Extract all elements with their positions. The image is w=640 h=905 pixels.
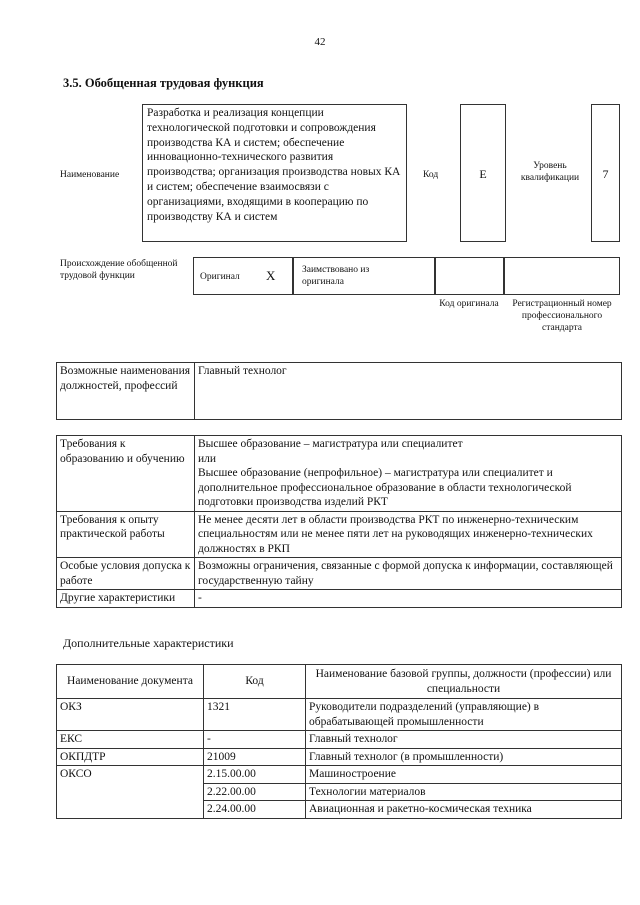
- requirement-row: [57, 590, 622, 608]
- qualification-level-value: 7: [602, 167, 609, 181]
- table-row: [57, 748, 622, 766]
- requirement-label: Другие характеристики: [57, 590, 195, 608]
- requirement-row: [57, 558, 622, 590]
- code-box: [460, 104, 506, 242]
- requirement-row: [57, 436, 622, 512]
- additional-header-row: [57, 665, 622, 699]
- code-cell: 21009: [204, 748, 306, 766]
- table-row: [57, 699, 622, 731]
- name-cell: Главный технолог (в промышленности): [306, 748, 622, 766]
- doc-cell: ЕКС: [57, 731, 204, 749]
- qualification-level-label: Уровень квалификации: [520, 161, 580, 183]
- origin-label: Происхождение обобщенной трудовой функции: [60, 259, 178, 281]
- name-cell: Руководители подразделений (управляющие) в обрабатывающей промышленности: [306, 699, 622, 731]
- code-value: E: [479, 167, 487, 181]
- function-name-box: Разработка и реализация концепции технологической подготовки и сопровождения производства КА и систем; обеспечение инновационно-технического развития производства; организация производства новых КА и систем; обеспечение взаимосвязи с организациями, входящими в кооперацию по производству КА и систем: [142, 104, 407, 242]
- requirement-value: Не менее десяти лет в области производства РКТ по инженерно-техническим специальностям или не менее пяти лет на руководящих инженерно-технических должностях в РКП: [195, 511, 622, 558]
- requirement-line: Высшее образование – магистратура или специалитет: [198, 438, 463, 450]
- reg-number-caption: Регистрационный номер профессионального стандарта: [512, 299, 612, 333]
- borrowed-label: Заимствовано из оригинала: [302, 265, 370, 287]
- section-title: 3.5. Обобщенная трудовая функция: [63, 76, 264, 90]
- code-cell: 1321: [204, 699, 306, 731]
- requirement-line: Высшее образование (непрофильное) – магистратура или специалитет и дополнительное профессиональное образование в области технологической подготовки производства изделий РКТ: [198, 467, 572, 508]
- positions-value: Главный технолог: [195, 363, 622, 420]
- requirement-value: Возможны ограничения, связанные с формой допуска к информации, составляющей государственную тайну: [195, 558, 622, 590]
- qualification-level-box: [591, 104, 620, 242]
- additional-title: Дополнительные характеристики: [63, 636, 234, 650]
- additional-table: [56, 664, 622, 819]
- code-cell: 2.22.00.00: [204, 783, 306, 801]
- code-cell: -: [204, 731, 306, 749]
- original-code-cell: [435, 257, 504, 295]
- doc-cell: ОКПДТР: [57, 748, 204, 766]
- header-document: Наименование документа: [57, 665, 204, 699]
- code-label: Код: [423, 170, 439, 180]
- positions-label: Возможные наименования должностей, профессий: [57, 363, 195, 420]
- requirement-line: или: [198, 452, 217, 465]
- doc-cell: ОКСО: [57, 766, 204, 819]
- code-cell: 2.24.00.00: [204, 801, 306, 819]
- requirement-value: [195, 436, 622, 512]
- page-number: 42: [314, 36, 326, 48]
- doc-cell: ОКЗ: [57, 699, 204, 731]
- reg-number-cell: [504, 257, 620, 295]
- header-name: Наименование базовой группы, должности (профессии) или специальности: [306, 665, 622, 699]
- name-cell: Главный технолог: [306, 731, 622, 749]
- positions-table: [56, 362, 622, 420]
- requirements-table: [56, 435, 622, 608]
- requirement-label: Требования к опыту практической работы: [57, 511, 195, 558]
- requirement-value: -: [195, 590, 622, 608]
- requirement-row: [57, 511, 622, 558]
- requirement-label: Требования к образованию и обучению: [57, 436, 195, 512]
- original-label: Оригинал: [200, 272, 240, 282]
- table-row: [57, 731, 622, 749]
- name-label: Наименование: [60, 170, 120, 180]
- header-code: Код: [204, 665, 306, 699]
- code-cell: 2.15.00.00: [204, 766, 306, 784]
- name-cell: Технологии материалов: [306, 783, 622, 801]
- table-row: [57, 766, 622, 784]
- name-cell: Машиностроение: [306, 766, 622, 784]
- origin-original-cell: [193, 257, 293, 295]
- original-code-caption: Код оригинала: [439, 299, 499, 309]
- requirement-label: Особые условия допуска к работе: [57, 558, 195, 590]
- name-cell: Авиационная и ракетно-космическая техника: [306, 801, 622, 819]
- origin-borrowed-cell: [293, 257, 435, 295]
- original-mark: X: [266, 268, 276, 283]
